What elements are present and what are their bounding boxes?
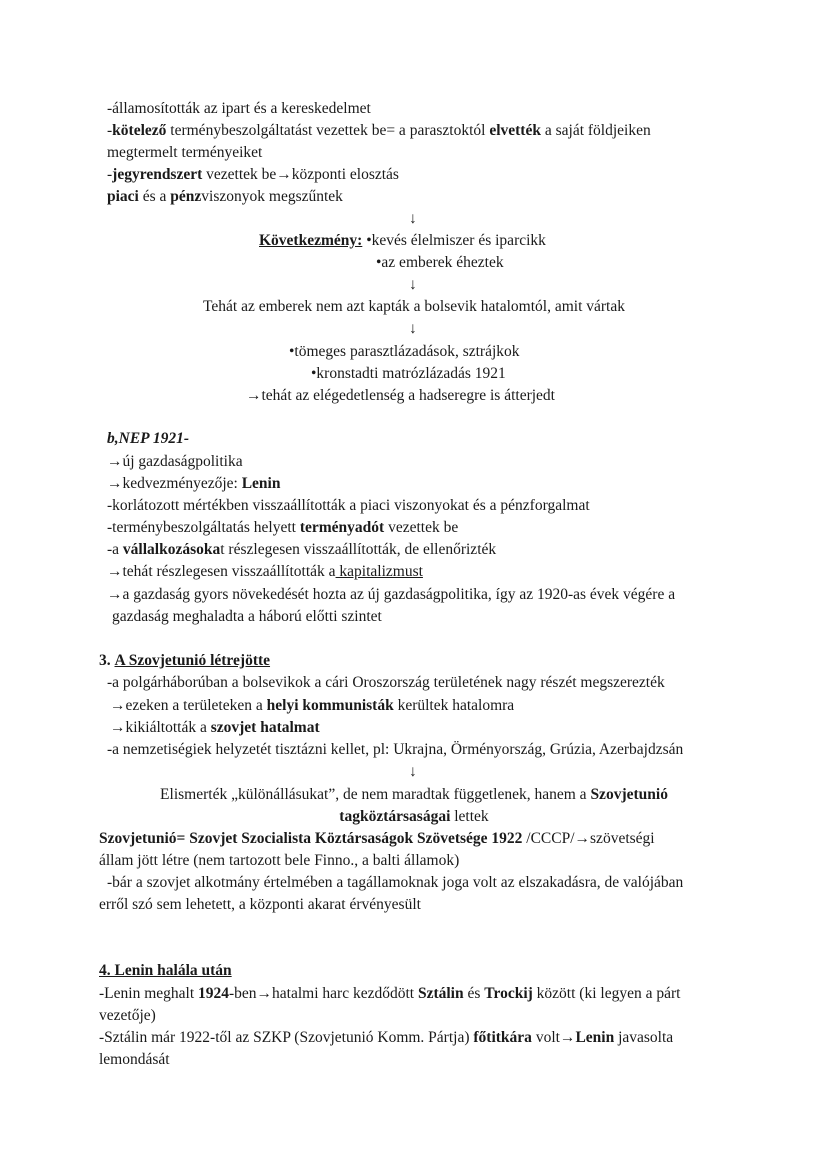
down-arrow-icon: ↓ — [409, 210, 417, 227]
down-arrow-icon: ↓ — [409, 276, 417, 293]
text-line: →tehát részlegesen visszaállították a kapitalizmust — [107, 563, 423, 580]
text-line-centered: tagköztársaságai lettek — [339, 808, 489, 825]
text-line: -Lenin meghalt 1924-ben→hatalmi harc kezdődött Sztálin és Trockij között (ki legyen a párt — [99, 985, 681, 1002]
text-line: →kikiáltották a szovjet hatalmat — [110, 719, 320, 736]
result-line: →tehát az elégedetlenség a hadseregre is átterjedt — [246, 387, 555, 404]
result-line: •kronstadti matrózlázadás 1921 — [311, 365, 506, 382]
text-line: -terménybeszolgáltatás helyett terményadót vezettek be — [107, 519, 459, 536]
text-line: →új gazdaságpolitika — [107, 453, 243, 470]
consequence-line: •az emberek éheztek — [376, 254, 504, 271]
down-arrow-icon: ↓ — [409, 320, 417, 337]
text-line: erről szó sem lehetett, a központi akarat érvényesült — [99, 896, 421, 913]
down-arrow-icon: ↓ — [409, 763, 417, 780]
text-line: -Sztálin már 1922-től az SZKP (Szovjetunió Komm. Pártja) főtitkára volt→Lenin javasolta — [99, 1029, 674, 1046]
text-line: vezetője) — [99, 1007, 156, 1024]
text-line: -korlátozott mértékben visszaállították a piaci viszonyokat és a pénzforgalmat — [107, 497, 590, 514]
text-line: -államosították az ipart és a kereskedelmet — [107, 100, 371, 117]
text-line: megtermelt terményeiket — [107, 144, 263, 161]
text-line: lemondását — [99, 1051, 170, 1068]
text-line: -a nemzetiségiek helyzetét tisztázni kellet, pl: Ukrajna, Örményország, Grúzia, Azerbajdzsán — [107, 741, 684, 758]
text-line: -kötelező terménybeszolgáltatást vezettek be= a parasztoktól elvették a saját földjeiken — [107, 122, 651, 139]
text-line: gazdaság meghaladta a háború előtti szintet — [112, 608, 382, 625]
consequence-line: Következmény: •kevés élelmiszer és iparcikk — [259, 232, 546, 249]
text-line: →kedvezményezője: Lenin — [107, 475, 281, 492]
text-line: -a vállalkozásokat részlegesen visszaállították, de ellenőrizték — [107, 541, 497, 558]
section-heading: 3. A Szovjetunió létrejötte — [99, 652, 271, 669]
result-line: •tömeges parasztlázadások, sztrájkok — [289, 343, 520, 360]
text-line: →ezeken a területeken a helyi kommunisták kerültek hatalomra — [110, 697, 515, 714]
section-heading: 4. Lenin halála után — [99, 962, 232, 979]
section-heading: b,NEP 1921- — [107, 430, 190, 447]
text-line: -bár a szovjet alkotmány értelmében a tagállamoknak joga volt az elszakadásra, de valójában — [107, 874, 684, 891]
text-line: -jegyrendszert vezettek be→központi elosztás — [107, 166, 399, 183]
text-line: →a gazdaság gyors növekedését hozta az új gazdaságpolitika, így az 1920-as évek végére a — [107, 586, 676, 603]
text-line-centered: Elismerték „különállásukat”, de nem maradtak függetlenek, hanem a Szovjetunió — [160, 786, 668, 803]
text-line: piaci és a pénzviszonyok megszűntek — [107, 188, 343, 205]
text-line: -a polgárháborúban a bolsevikok a cári Oroszország területének nagy részét megszerezték — [107, 674, 665, 691]
text-line: Szovjetunió= Szovjet Szocialista Köztársaságok Szövetsége 1922 /CCCP/→szövetségi — [99, 830, 655, 847]
text-line: állam jött létre (nem tartozott bele Finno., a balti államok) — [99, 852, 460, 869]
text-line-centered: Tehát az emberek nem azt kapták a bolsevik hatalomtól, amit vártak — [203, 298, 625, 315]
